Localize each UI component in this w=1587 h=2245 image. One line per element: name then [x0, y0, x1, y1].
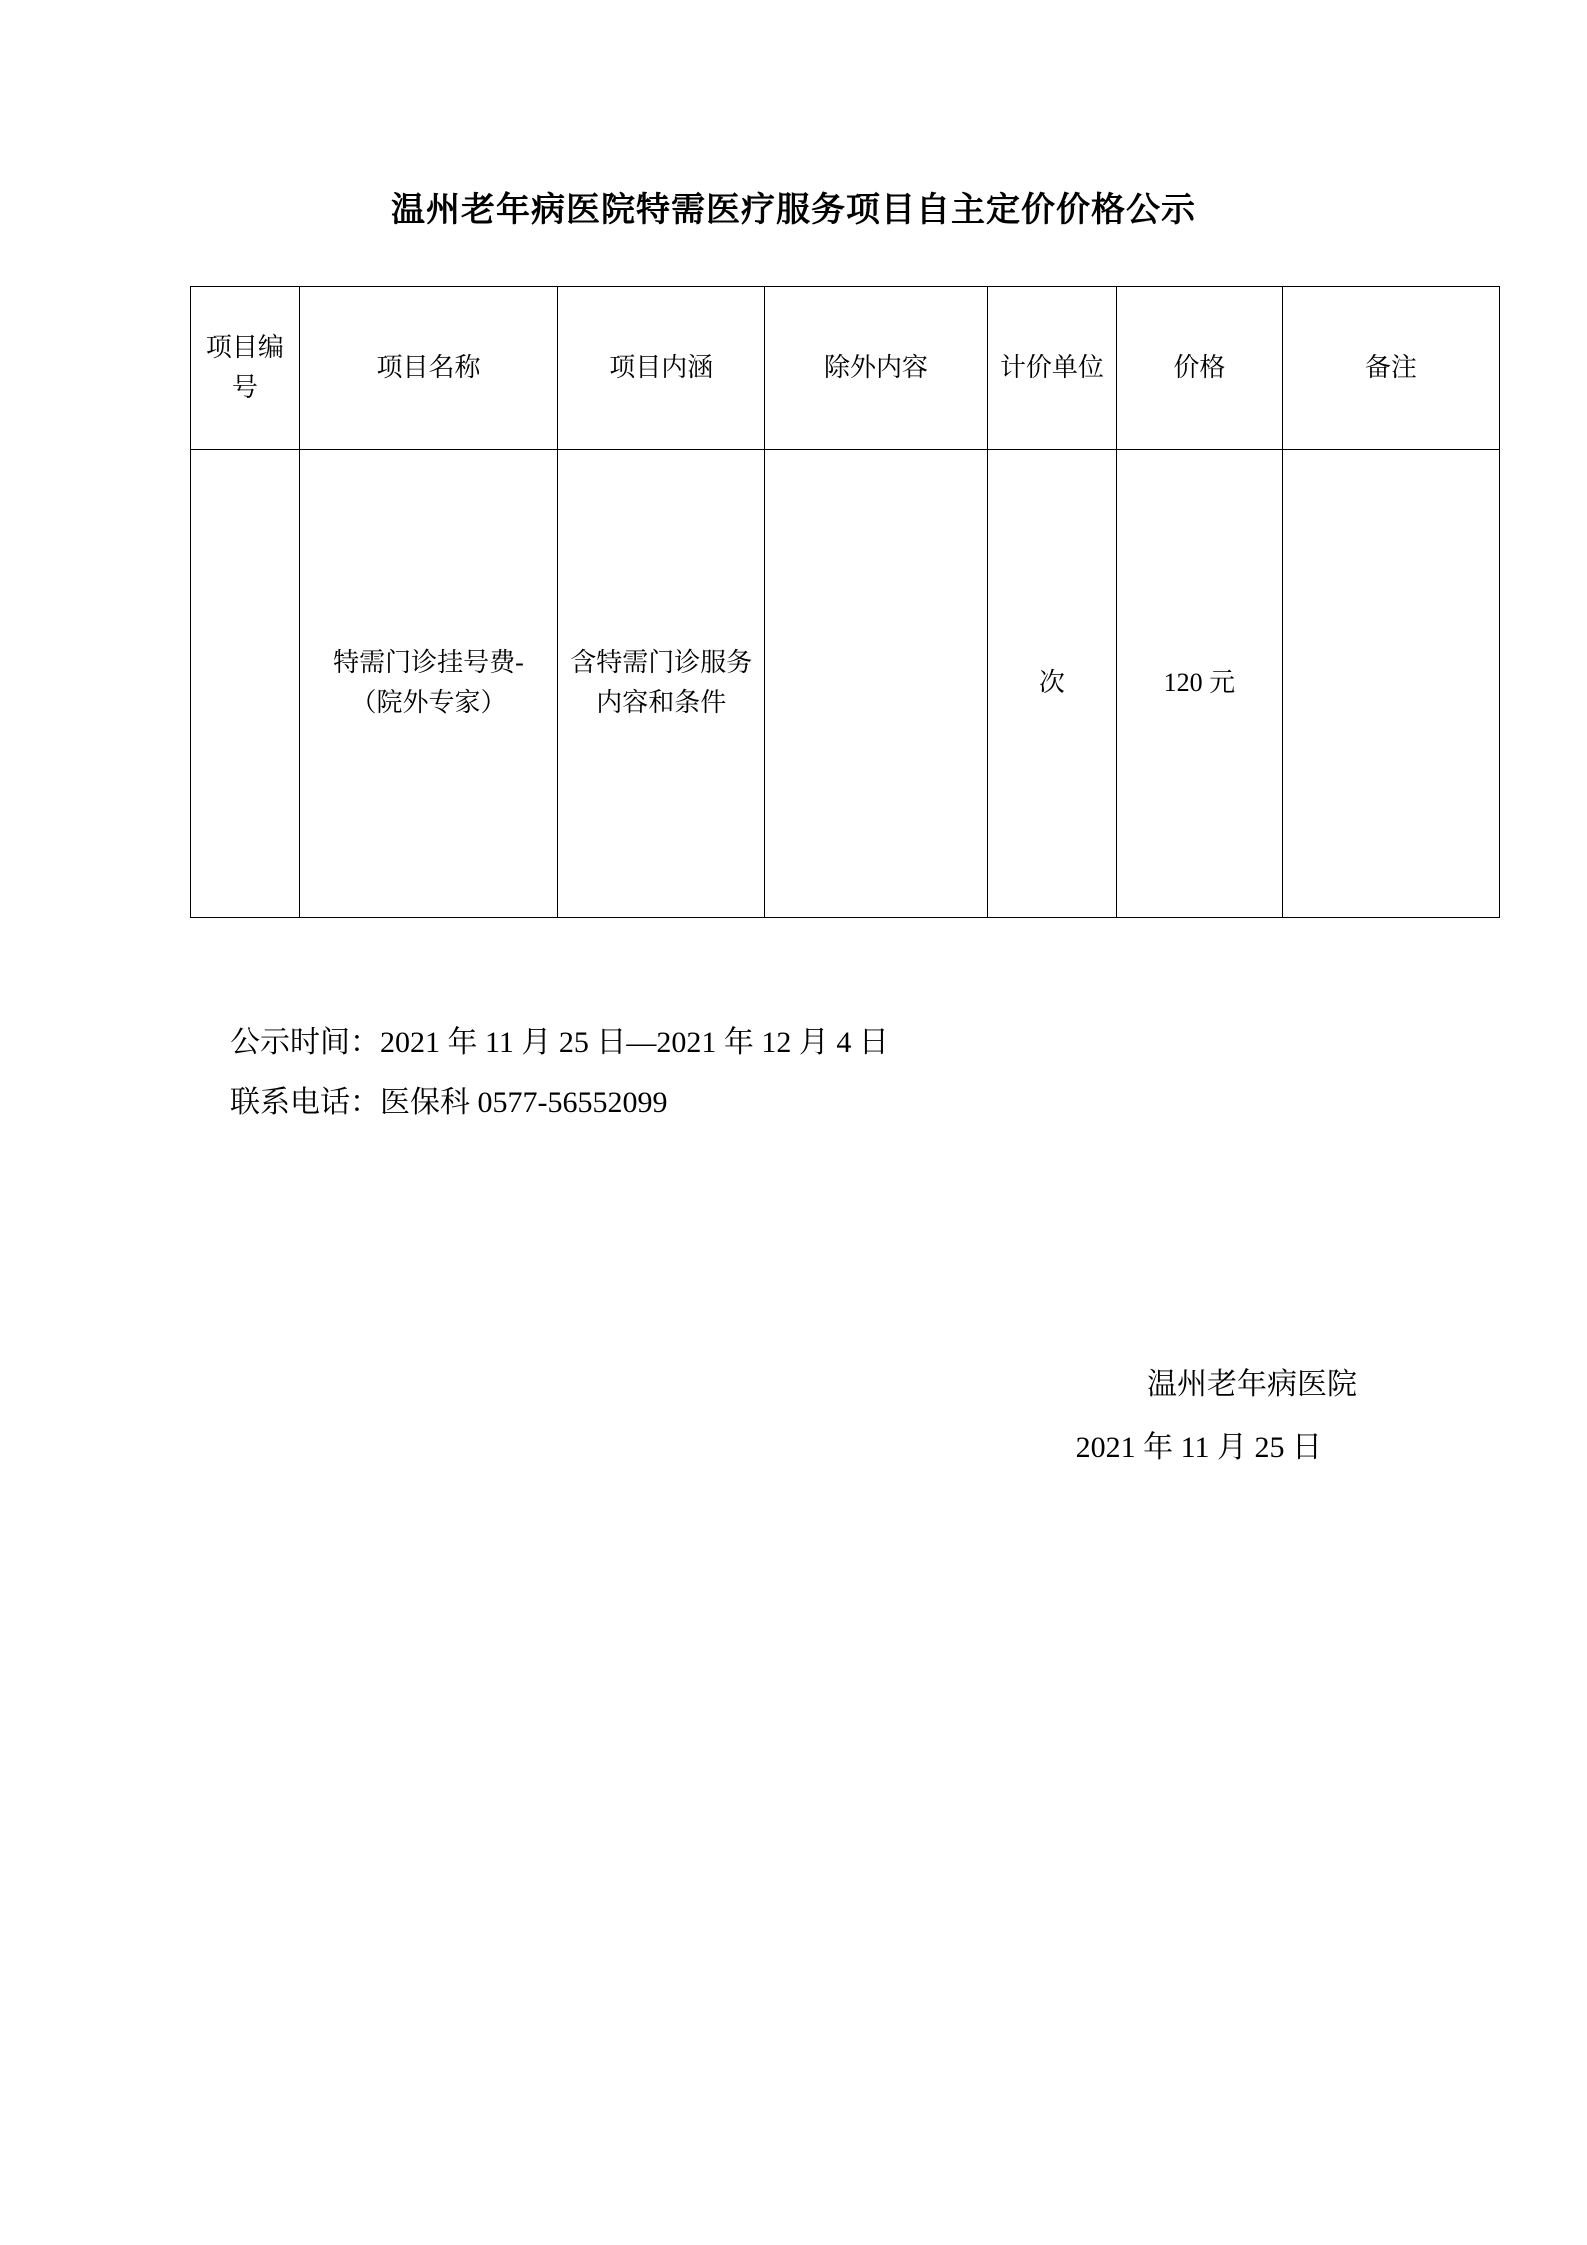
table-row [191, 449, 1500, 917]
price-table [190, 286, 1500, 918]
column-header-unit: 计价单位 [987, 286, 1116, 449]
contact-phone: 联系电话：医保科 0577-56552099 [230, 1085, 668, 1119]
price-table-container [190, 286, 1417, 918]
signature-block [0, 1353, 1587, 1479]
publish-period: 公示时间：2021 年 11 月 25 日—2021 年 12 月 4 日 [230, 1025, 889, 1059]
column-header-content: 项目内涵 [558, 286, 765, 449]
page-title: 温州老年病医院特需医疗服务项目自主定价价格公示 [391, 191, 1196, 229]
cell-remark [1282, 449, 1499, 917]
cell-price: 120 元 [1117, 449, 1283, 917]
signature-date: 2021 年 11 月 25 日 [1075, 1430, 1322, 1464]
column-header-exclusions: 除外内容 [765, 286, 987, 449]
table-header [191, 286, 1500, 449]
column-header-price: 价格 [1117, 286, 1283, 449]
cell-code [191, 449, 300, 917]
cell-name: 特需门诊挂号费-（院外专家） [299, 449, 558, 917]
column-header-code: 项目编号 [191, 286, 300, 449]
column-header-name: 项目名称 [299, 286, 558, 449]
cell-exclusions [765, 449, 987, 917]
cell-unit: 次 [987, 449, 1116, 917]
column-header-remark: 备注 [1282, 286, 1499, 449]
cell-content: 含特需门诊服务内容和条件 [558, 449, 765, 917]
notes-block [230, 1013, 1587, 1133]
signature-organization: 温州老年病医院 [1147, 1367, 1357, 1401]
table-header-row [191, 286, 1500, 449]
table-body [191, 449, 1500, 917]
